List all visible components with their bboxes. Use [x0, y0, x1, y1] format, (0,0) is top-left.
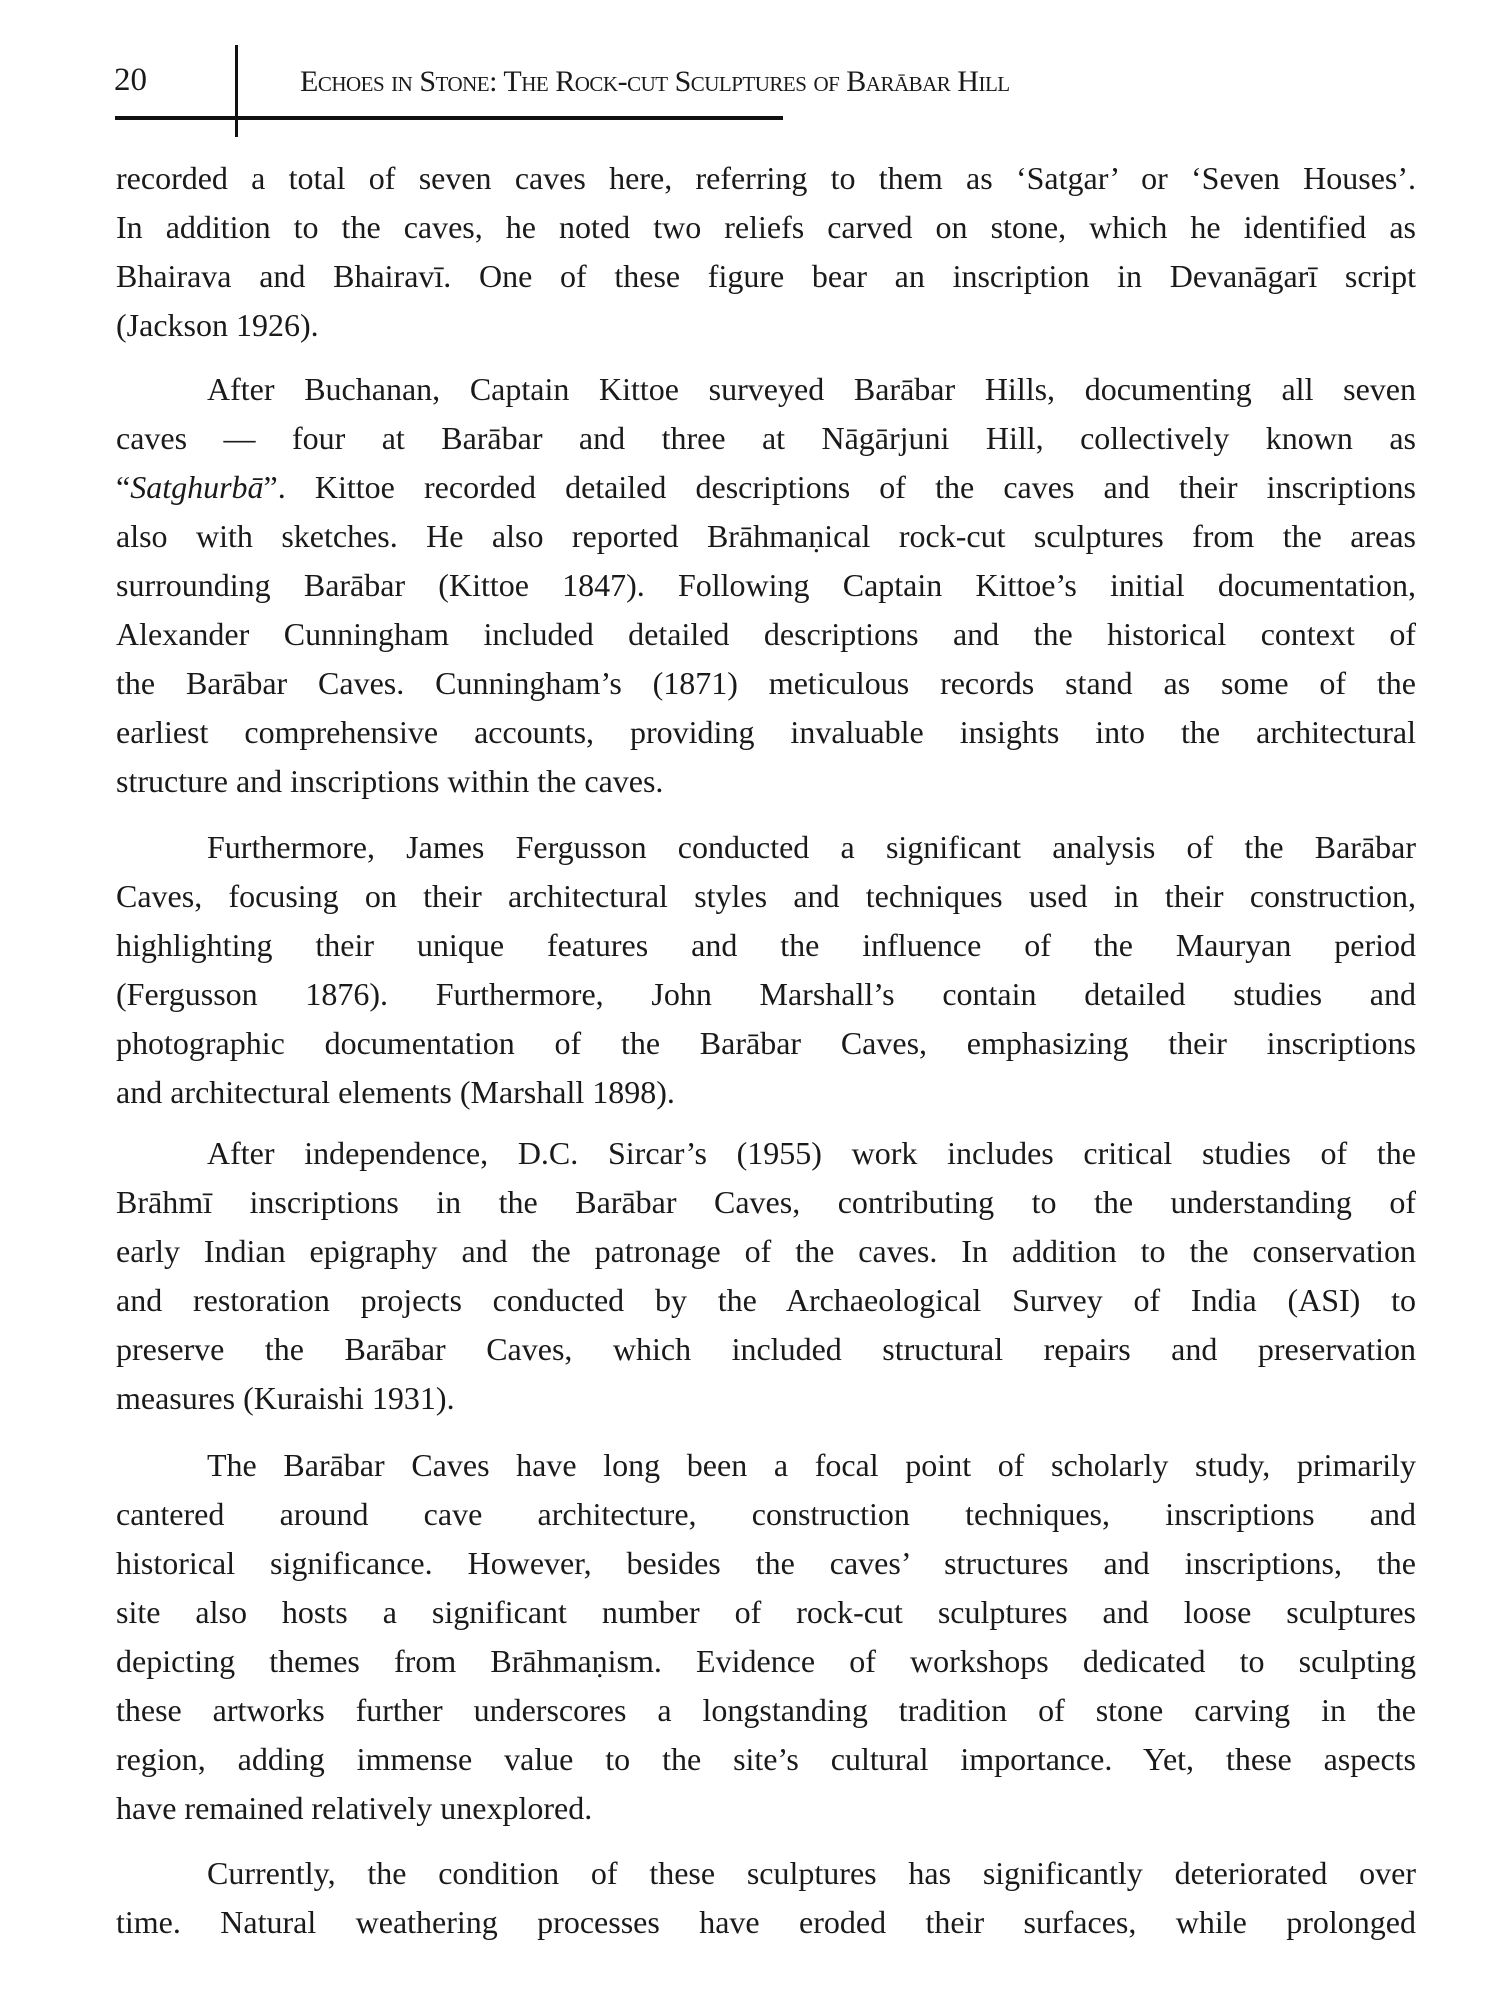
text-line: (Fergusson 1876). Furthermore, John Marshall’s contain detailed studies and [116, 976, 1416, 1012]
paragraph [116, 1849, 1416, 1947]
header-vertical-rule [235, 45, 238, 137]
text-line: depicting themes from Brāhmaṇism. Evidence of workshops dedicated to sculpting [116, 1643, 1416, 1679]
text-line: also with sketches. He also reported Brāhmaṇical rock-cut sculptures from the areas [116, 518, 1416, 554]
text-line: After Buchanan, Captain Kittoe surveyed Barābar Hills, documenting all seven [207, 371, 1416, 407]
text-line: time. Natural weathering processes have eroded their surfaces, while prolonged [116, 1904, 1416, 1940]
text-line: photographic documentation of the Barābar Caves, emphasizing their inscriptions [116, 1025, 1416, 1061]
italic-term: Satghurbā [130, 469, 264, 505]
text-line: cantered around cave architecture, construction techniques, inscriptions and [116, 1496, 1416, 1532]
text-line: Caves, focusing on their architectural styles and techniques used in their construction, [116, 878, 1416, 914]
text-line: these artworks further underscores a longstanding tradition of stone carving in the [116, 1692, 1416, 1728]
text-line: preserve the Barābar Caves, which included structural repairs and preservation [116, 1331, 1416, 1367]
text-line: structure and inscriptions within the caves. [116, 763, 664, 799]
text-line: In addition to the caves, he noted two reliefs carved on stone, which he identified as [116, 209, 1416, 245]
paragraph [116, 154, 1416, 350]
text-line: Brāhmī inscriptions in the Barābar Caves, contributing to the understanding of [116, 1184, 1416, 1220]
text-line: (Jackson 1926). [116, 307, 319, 343]
page-number: 20 [114, 62, 147, 98]
text-line: site also hosts a significant number of rock-cut sculptures and loose sculptures [116, 1594, 1416, 1630]
text-line: caves — four at Barābar and three at Nāgārjuni Hill, collectively known as [116, 420, 1416, 456]
text-line: The Barābar Caves have long been a focal point of scholarly study, primarily [207, 1447, 1416, 1483]
paragraph [116, 365, 1416, 806]
text-line: and restoration projects conducted by the Archaeological Survey of India (ASI) to [116, 1282, 1416, 1318]
paragraph [116, 1441, 1416, 1833]
text-line: region, adding immense value to the site’s cultural importance. Yet, these aspects [116, 1741, 1416, 1777]
text-line [116, 463, 1416, 512]
text-line: highlighting their unique features and the influence of the Mauryan period [116, 927, 1416, 963]
text-segment: ”. Kittoe recorded detailed descriptions of the caves and their inscriptions [263, 469, 1416, 505]
text-line: historical significance. However, besides the caves’ structures and inscriptions, the [116, 1545, 1416, 1581]
text-segment: “ [116, 469, 131, 505]
text-line: recorded a total of seven caves here, referring to them as ‘Satgar’ or ‘Seven Houses’. [116, 160, 1416, 196]
text-line: surrounding Barābar (Kittoe 1847). Following Captain Kittoe’s initial documentation, [116, 567, 1416, 603]
text-line: After independence, D.C. Sircar’s (1955) work includes critical studies of the [207, 1135, 1416, 1171]
paragraph [116, 1129, 1416, 1423]
text-line: the Barābar Caves. Cunningham’s (1871) meticulous records stand as some of the [116, 665, 1416, 701]
text-line: earliest comprehensive accounts, providing invaluable insights into the architectural [116, 714, 1416, 750]
text-line: early Indian epigraphy and the patronage of the caves. In addition to the conservation [116, 1233, 1416, 1269]
text-line: Bhairava and Bhairavī. One of these figure bear an inscription in Devanāgarī script [116, 258, 1416, 294]
text-line: Furthermore, James Fergusson conducted a significant analysis of the Barābar [207, 829, 1416, 865]
text-line: Alexander Cunningham included detailed descriptions and the historical context of [116, 616, 1416, 652]
text-line: and architectural elements (Marshall 1898). [116, 1074, 675, 1110]
text-line: have remained relatively unexplored. [116, 1790, 593, 1826]
text-line: measures (Kuraishi 1931). [116, 1380, 455, 1416]
running-title: Echoes in Stone: The Rock-cut Sculptures of Barābar Hill [300, 65, 1010, 98]
header-horizontal-rule [115, 116, 783, 120]
text-line: Currently, the condition of these sculptures has significantly deteriorated over [207, 1855, 1416, 1891]
paragraph [116, 823, 1416, 1117]
